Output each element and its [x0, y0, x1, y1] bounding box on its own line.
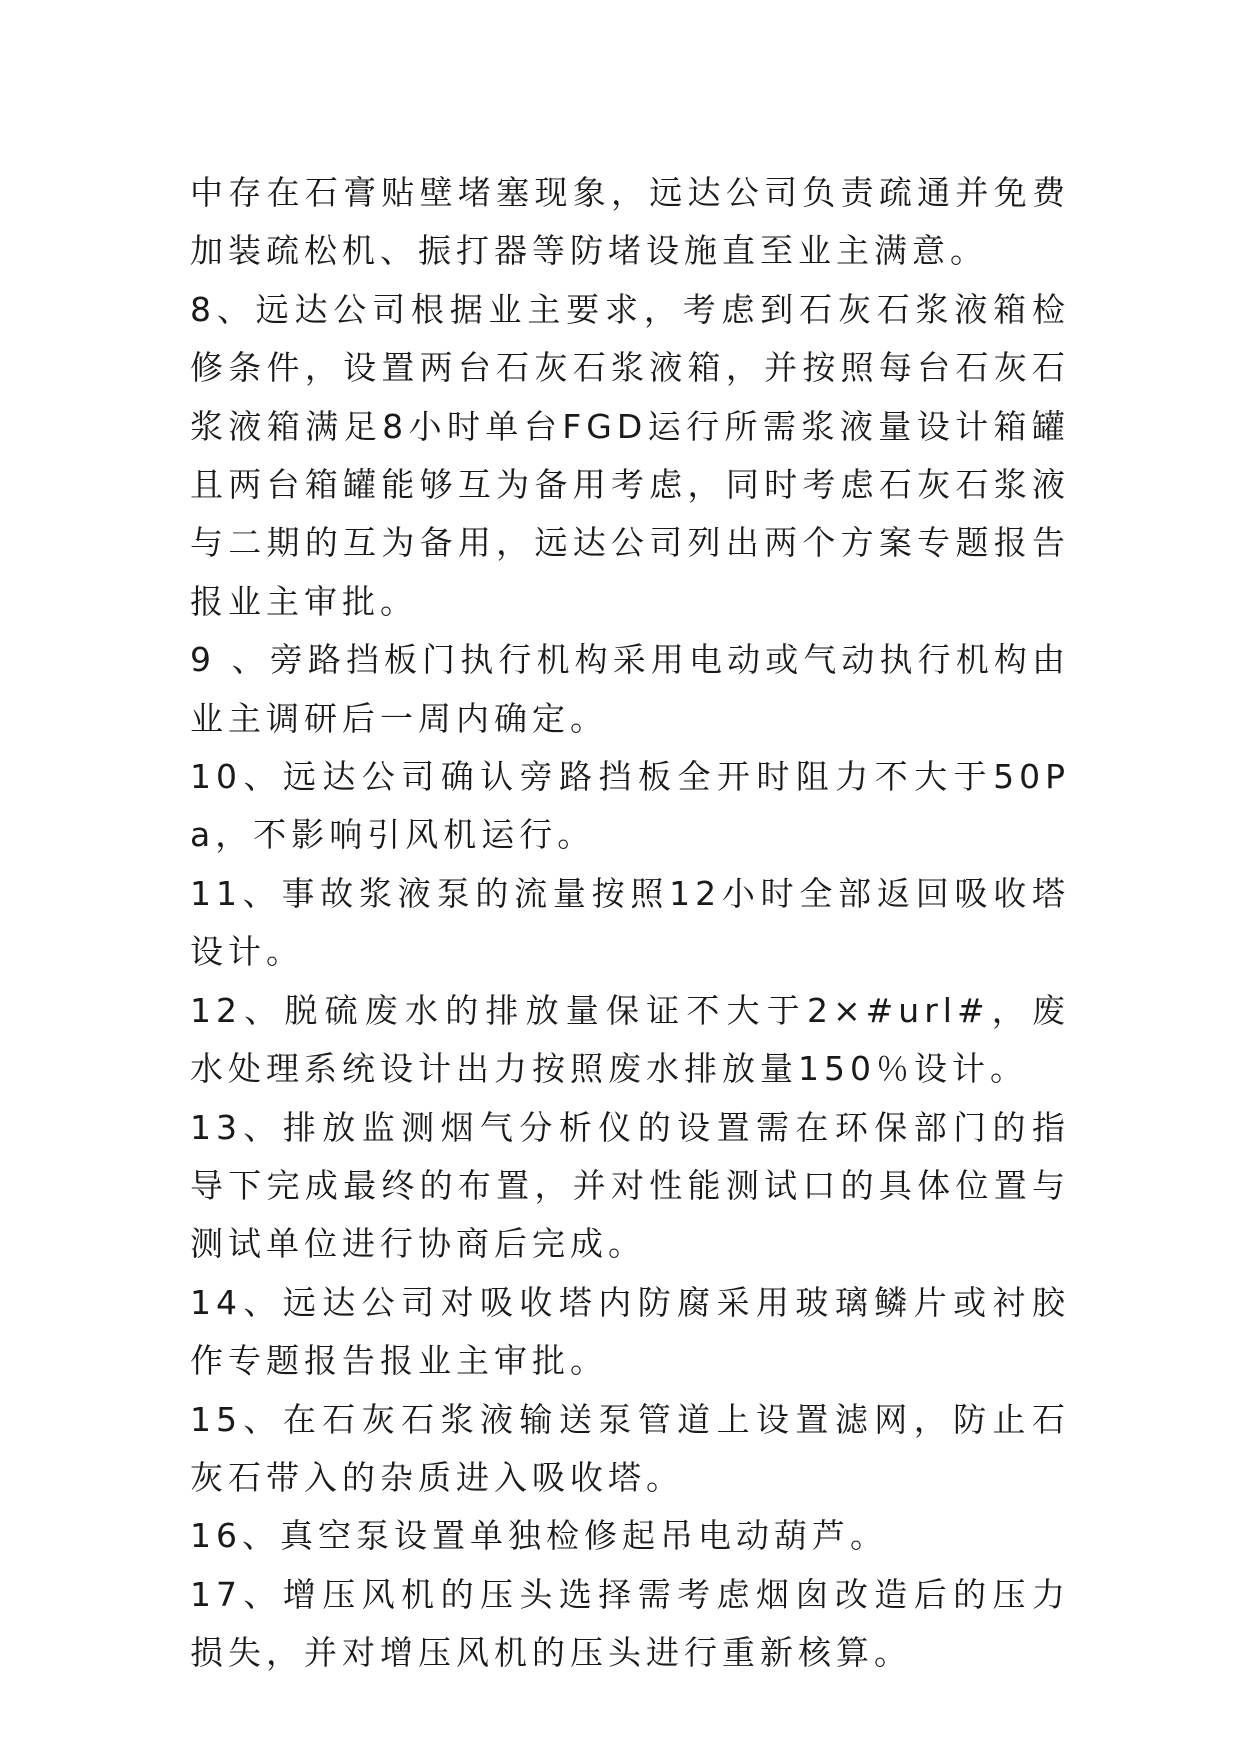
paragraph-item-14: 14、远达公司对吸收塔内防腐采用玻璃鳞片或衬胶作专题报告报业主审批。: [190, 1282, 1070, 1381]
paragraph-item-13: 13、排放监测烟气分析仪的设置需在环保部门的指导下完成最终的布置，并对性能测试口的具体位置与测试单位进行协商后完成。: [190, 1107, 1070, 1264]
paragraph-item-12: 12、脱硫废水的排放量保证不大于2×#url#，废水处理系统设计出力按照废水排放量150％设计。: [190, 990, 1070, 1089]
paragraph-item-11: 11、事故浆液泵的流量按照12小时全部返回吸收塔设计。: [190, 873, 1070, 972]
paragraph-item-15: 15、在石灰石浆液输送泵管道上设置滤网，防止石灰石带入的杂质进入吸收塔。: [190, 1399, 1070, 1497]
paragraph-item-8: 8、远达公司根据业主要求，考虑到石灰石浆液箱检修条件，设置两台石灰石浆液箱，并按照每台石灰石浆液箱满足8小时单台FGD运行所需浆液量设计箱罐且两台箱罐能够互为备用考虑，同时考虑石灰石浆液与二期的互为备用，远达公司列出两个方案专题报告报业主审批。: [190, 289, 1070, 621]
paragraph-item-17: 17、增压风机的压头选择需考虑烟囱改造后的压力损失，并对增压风机的压头进行重新核算。: [190, 1574, 1070, 1673]
paragraph-item-10: 10、远达公司确认旁路挡板全开时阻力不大于50Pa，不影响引风机运行。: [190, 757, 1070, 855]
document-body: [190, 164, 1070, 1683]
paragraph-item-9: 9 、旁路挡板门执行机构采用电动或气动执行机构由业主调研后一周内确定。: [190, 640, 1070, 738]
paragraph-item-16: 16、真空泵设置单独检修起吊电动葫芦。: [190, 1516, 888, 1556]
paragraph-continuation: 中存在石膏贴壁堵塞现象，远达公司负责疏通并免费加装疏松机、振打器等防堵设施直至业主满意。: [190, 173, 1070, 271]
